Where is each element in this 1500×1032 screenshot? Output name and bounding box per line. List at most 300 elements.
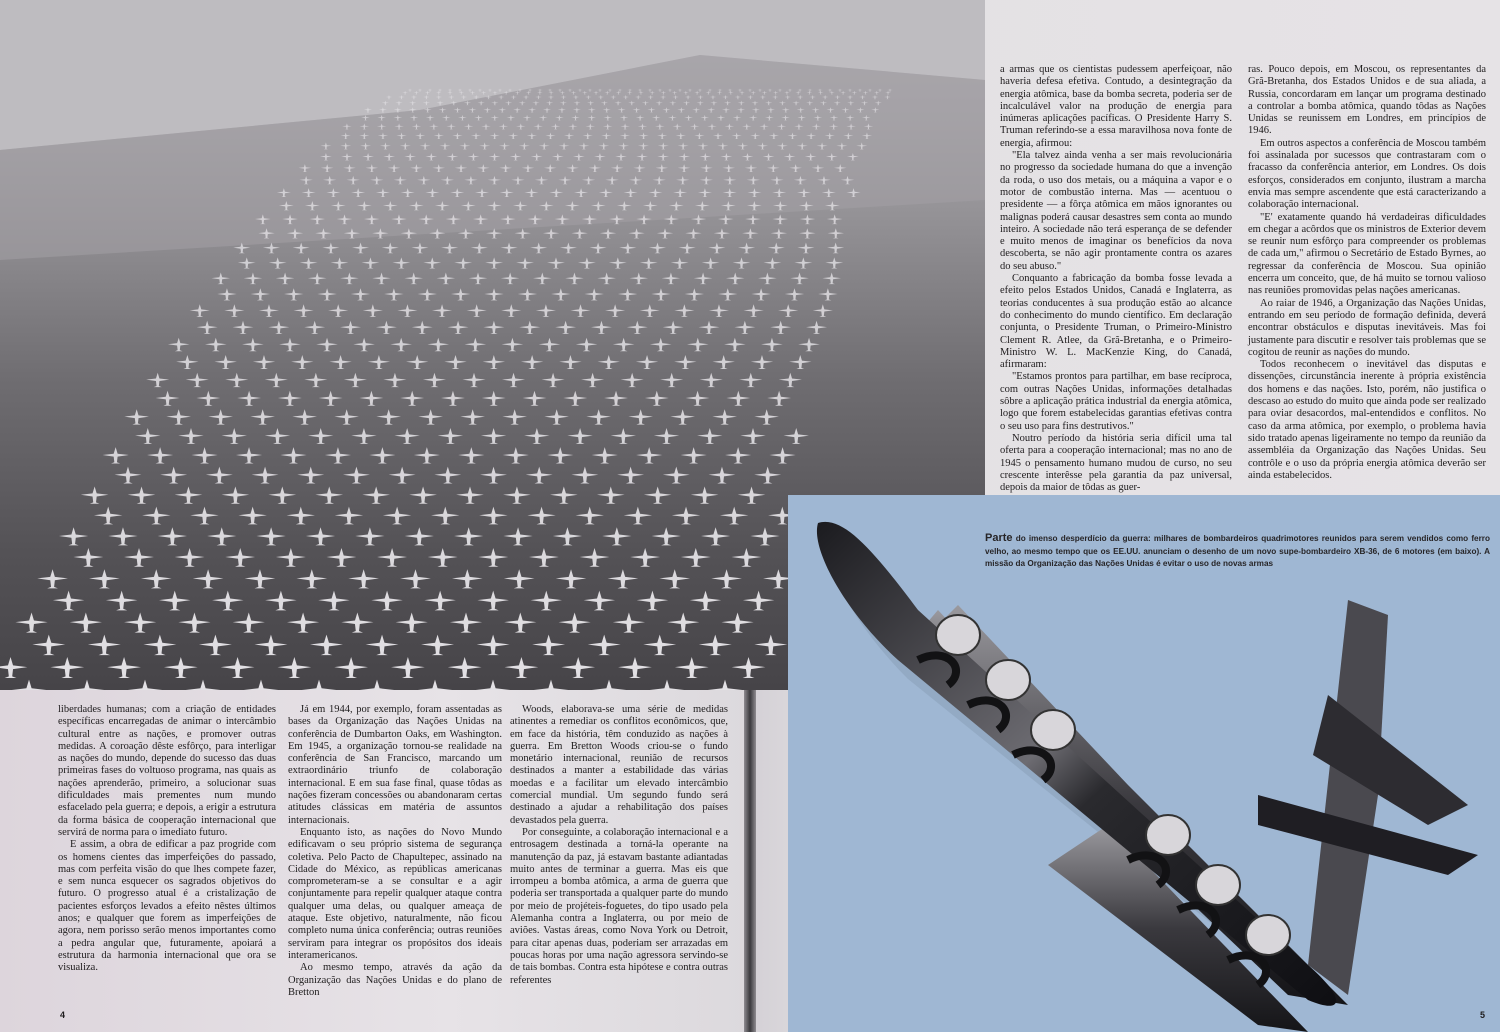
- parked-bomber-shape: [208, 409, 233, 424]
- parked-bomber-shape: [650, 680, 684, 690]
- parked-bomber-shape: [721, 612, 753, 632]
- parked-bomber-shape: [597, 273, 616, 285]
- parked-bomber-shape: [217, 288, 236, 300]
- parked-bomber-shape: [502, 338, 524, 352]
- parked-bomber-shape: [244, 273, 263, 285]
- parked-bomber-shape: [222, 486, 250, 503]
- parked-bomber-shape: [222, 428, 247, 444]
- parked-bomber-shape: [383, 507, 411, 525]
- parked-bomber-shape: [396, 612, 428, 632]
- parked-bomber-shape: [418, 409, 443, 424]
- parked-bomber-shape: [369, 447, 395, 463]
- parked-bomber-shape: [452, 569, 483, 588]
- parked-bomber-shape: [806, 321, 827, 334]
- parked-bomber-shape: [751, 355, 773, 369]
- parked-bomber-shape: [371, 591, 402, 611]
- parked-bomber-shape: [636, 355, 658, 369]
- parked-bomber-shape: [685, 228, 701, 238]
- parked-bomber-shape: [392, 257, 410, 268]
- parked-bomber-shape: [268, 321, 289, 334]
- parked-bomber-shape: [329, 355, 351, 369]
- parked-bomber-shape: [276, 273, 295, 285]
- parked-bomber-shape: [199, 635, 232, 656]
- parked-bomber-shape: [427, 338, 449, 352]
- parked-bomber-shape: [533, 273, 552, 285]
- parked-bomber-shape: [745, 214, 761, 224]
- parked-bomber-shape: [636, 447, 662, 463]
- parked-bomber-shape: [602, 527, 631, 545]
- parked-bomber-shape: [618, 657, 652, 678]
- parked-bomber-shape: [694, 273, 713, 285]
- parked-bomber-shape: [539, 338, 561, 352]
- parked-bomber-shape: [565, 273, 584, 285]
- parked-bomber-shape: [142, 507, 170, 525]
- parked-bomber-shape: [107, 657, 141, 678]
- parked-bomber-shape: [767, 391, 791, 406]
- parked-bomber-shape: [503, 447, 529, 463]
- parked-bomber-shape: [708, 243, 725, 254]
- parked-bomber-shape: [32, 635, 65, 656]
- parked-bomber-shape: [238, 507, 266, 525]
- parked-bomber-shape: [711, 569, 742, 588]
- parked-bomber-shape: [754, 467, 781, 484]
- parked-bomber-shape: [176, 355, 198, 369]
- parked-bomber-shape: [709, 304, 729, 317]
- parked-bomber-shape: [779, 373, 802, 387]
- parked-bomber-shape: [476, 680, 510, 690]
- parked-bomber-shape: [253, 355, 275, 369]
- parked-bomber-shape: [761, 338, 783, 352]
- caption-lead: Parte: [985, 532, 1013, 544]
- parked-bomber-shape: [405, 527, 434, 545]
- parked-bomber-shape: [644, 486, 672, 503]
- parked-bomber-shape: [317, 288, 336, 300]
- parked-bomber-shape: [37, 569, 68, 588]
- parked-bomber-shape: [265, 591, 296, 611]
- parked-bomber-shape: [785, 288, 804, 300]
- parked-bomber-shape: [308, 273, 327, 285]
- parked-bomber-shape: [659, 569, 690, 588]
- parked-bomber-shape: [444, 355, 466, 369]
- paragraph: liberdades humanas; com a criação de entidades específicas encarregadas de animar o intercâmbio cultural entre as nações, e promover outras medidas. A coroação dêste esfôrço, para interligar as nações do mundo, depende do sucesso das duas primeiras fases do voltuoso programa, nas quais as nações aprenderão, primeiro, a solucionar suas dificuldades mais prementes num mundo esfacelado pela guerra; e depois, a erigir a estrutura da forma básica de cooperação internacional que servirá de norma para o imediato futuro.: [58, 704, 276, 838]
- parked-bomber-shape: [287, 612, 319, 632]
- parked-bomber-shape: [212, 591, 243, 611]
- parked-bomber-shape: [175, 548, 205, 567]
- parked-bomber-shape: [404, 273, 423, 285]
- parked-bomber-shape: [376, 321, 397, 334]
- parked-bomber-shape: [794, 257, 812, 268]
- parked-bomber-shape: [73, 548, 103, 567]
- parked-bomber-shape: [608, 569, 639, 588]
- parked-bomber-shape: [382, 243, 399, 254]
- parked-bomber-shape: [827, 243, 844, 254]
- parked-bomber-shape: [742, 228, 758, 238]
- parked-bomber-shape: [225, 373, 248, 387]
- parked-bomber-shape: [544, 409, 569, 424]
- parked-bomber-shape: [94, 507, 122, 525]
- parked-bomber-shape: [265, 428, 290, 444]
- parked-bomber-shape: [686, 391, 710, 406]
- parked-bomber-shape: [827, 214, 843, 224]
- parked-bomber-shape: [366, 635, 399, 656]
- parked-bomber-shape: [671, 257, 689, 268]
- parked-bomber-shape: [193, 569, 224, 588]
- parked-bomber-shape: [559, 355, 581, 369]
- parked-bomber-shape: [586, 409, 611, 424]
- parked-bomber-shape: [617, 467, 644, 484]
- parked-bomber-shape: [207, 527, 236, 545]
- parked-bomber-shape: [581, 373, 604, 387]
- parked-bomber-shape: [124, 409, 149, 424]
- parked-bomber-shape: [660, 373, 683, 387]
- parked-bomber-shape: [59, 527, 88, 545]
- parked-bomber-shape: [319, 391, 343, 406]
- parked-bomber-shape: [515, 228, 531, 238]
- caption-text: do imenso desperdício da guerra: milhares de bombardeiros quadrimotores reunidos para serem vendidos como ferro velho, ao mesmo tempo que os EE.UU. anunciam o desenho de um novo supe-bombardeiro XB-36, de 6 motores (em baixo). A missão da Organização das Nações Unidas é evitar o uso de novas armas: [985, 534, 1490, 568]
- parked-bomber-shape: [640, 304, 660, 317]
- parked-bomber-shape: [674, 355, 696, 369]
- parked-bomber-shape: [547, 257, 565, 268]
- parked-bomber-shape: [740, 428, 765, 444]
- parked-bomber-shape: [818, 288, 837, 300]
- parked-bomber-shape: [482, 391, 506, 406]
- parked-bomber-shape: [441, 243, 458, 254]
- parked-bomber-shape: [702, 257, 720, 268]
- parked-bomber-shape: [135, 428, 160, 444]
- parked-bomber-shape: [479, 507, 507, 525]
- parked-bomber-shape: [278, 391, 302, 406]
- parked-bomber-shape: [768, 243, 785, 254]
- parked-bomber-shape: [265, 373, 288, 387]
- parked-bomber-shape: [124, 548, 154, 567]
- parked-bomber-shape: [502, 409, 527, 424]
- parked-bomber-shape: [245, 569, 276, 588]
- parked-bomber-shape: [627, 321, 648, 334]
- parked-bomber-shape: [738, 243, 755, 254]
- parked-bomber-shape: [263, 243, 280, 254]
- parked-bomber-shape: [400, 391, 424, 406]
- xb36-illustration: [788, 495, 1500, 1032]
- parked-bomber-shape: [559, 612, 591, 632]
- parked-bomber-shape: [0, 657, 27, 678]
- parked-bomber-shape: [629, 273, 648, 285]
- paragraph: E assim, a obra de edificar a paz progride com os homens cientes das imperfeições do passado, mas com perfeita visão do que lhes compete fazer, e sem nunca esquecer os sagrados objetivos do futuro. O progresso atual é a cristalização de pacientes esforços levados a efeito nêstes últimos anos; e qualquer que forem as imperfeições de agora, nem porisso serão menos importantes como a pedra angular que, futuramente, apoiará a estrutura da harmonia internacional que ora se visualiza.: [58, 839, 276, 974]
- parked-bomber-shape: [754, 635, 787, 656]
- parked-bomber-shape: [530, 243, 547, 254]
- parked-bomber-shape: [637, 591, 668, 611]
- parked-bomber-shape: [628, 228, 644, 238]
- parked-bomber-shape: [813, 304, 833, 317]
- parked-bomber-shape: [733, 257, 751, 268]
- parked-bomber-shape: [186, 680, 220, 690]
- parked-bomber-shape: [191, 447, 217, 463]
- parked-bomber-shape: [291, 355, 313, 369]
- parked-bomber-shape: [462, 373, 485, 387]
- parked-bomber-shape: [334, 409, 359, 424]
- parked-bomber-shape: [70, 612, 102, 632]
- parked-bomber-shape: [254, 635, 287, 656]
- parked-bomber-shape: [681, 548, 711, 567]
- parked-bomber-shape: [450, 612, 482, 632]
- parked-bomber-shape: [712, 409, 737, 424]
- parked-bomber-shape: [178, 428, 203, 444]
- parked-bomber-shape: [362, 257, 380, 268]
- parked-bomber-shape: [397, 304, 417, 317]
- parked-bomber-shape: [519, 321, 540, 334]
- parked-bomber-shape: [344, 373, 367, 387]
- parked-bomber-shape: [293, 243, 310, 254]
- parked-bomber-shape: [238, 257, 256, 268]
- parked-bomber-shape: [570, 304, 590, 317]
- parked-bomber-shape: [771, 228, 787, 238]
- parked-bomber-shape: [550, 486, 578, 503]
- parked-bomber-shape: [529, 548, 559, 567]
- parked-bomber-shape: [287, 507, 315, 525]
- parked-bomber-shape: [221, 657, 255, 678]
- parked-bomber-shape: [190, 507, 218, 525]
- parked-bomber-shape: [505, 657, 539, 678]
- parked-bomber-shape: [268, 486, 296, 503]
- parked-bomber-shape: [103, 447, 129, 463]
- parked-bomber-shape: [389, 467, 416, 484]
- parked-bomber-shape: [340, 273, 359, 285]
- parked-bomber-shape: [828, 228, 844, 238]
- parked-bomber-shape: [128, 680, 162, 690]
- parked-bomber-shape: [372, 273, 391, 285]
- parked-bomber-shape: [630, 548, 660, 567]
- parked-bomber-shape: [304, 373, 327, 387]
- parked-bomber-shape: [294, 304, 314, 317]
- parked-bomber-shape: [483, 321, 504, 334]
- parked-bomber-shape: [501, 273, 520, 285]
- paragraph: Todos reconhecem o inevitável das disputas e dissenções, circunstância inerente à própria existência dos homens e das nações. Isto, porém, não justifica o descaso ao estudo do muito que ainda pode ser realizado para oviar desacordos, mal-entendidos e conflitos. No caso da arma atômica, por exemplo, o problema havia sido tratado apenas ligeiramente no tempo da reunião da assembléia da Organização das Nações Unidas. Seu contrôle e o uso da própria energia atômica deverão ser ainda estabelecidos.: [1248, 359, 1486, 481]
- parked-bomber-shape: [315, 486, 343, 503]
- parked-bomber-shape: [770, 321, 791, 334]
- parked-bomber-shape: [325, 447, 351, 463]
- paragraph: Ao raiar de 1946, a Organização das Nações Unidas, entrando em seu período de formação definida, deverá encontrar obstáculos e disputas inevitáveis. Mas foi justamente para discutir e resolver tais problemas que se cogitou de reunir as nações do mundo.: [1248, 297, 1486, 358]
- parked-bomber-shape: [588, 635, 621, 656]
- parked-bomber-shape: [687, 338, 709, 352]
- paragraph: Em outros aspectos a conferência de Moscou também foi assinalada por sucessos que contrastaram com o fracasso da conferência anterior, em Londres. Os dois esforços, considerados em conjunto, ilustram a marcha envia mas sempre ascendente que está caracterizando a colaboração internacional.: [1248, 137, 1486, 211]
- parked-bomber-shape: [576, 507, 604, 525]
- parked-bomber-shape: [362, 486, 390, 503]
- parked-bomber-shape: [377, 548, 407, 567]
- parked-bomber-shape: [797, 243, 814, 254]
- parked-bomber-shape: [714, 228, 730, 238]
- left-text-column-2: [288, 704, 502, 999]
- parked-bomber-shape: [458, 447, 484, 463]
- parked-bomber-shape: [341, 612, 373, 632]
- parked-bomber-shape: [778, 304, 798, 317]
- parked-bomber-shape: [168, 338, 190, 352]
- parked-bomber-shape: [532, 635, 565, 656]
- parked-bomber-shape: [423, 257, 441, 268]
- parked-bomber-shape: [480, 467, 507, 484]
- parked-bomber-shape: [418, 288, 437, 300]
- parked-bomber-shape: [196, 391, 220, 406]
- paragraph: "Estamos prontos para partilhar, em base recíproca, com outras Nações Unidas, informações detalhadas sôbre a aplicação prática industrial da energia atômica, logo que forem estabelecidas garantias efetivas contra o seu uso para fins destrutivos.": [1000, 371, 1232, 432]
- parked-bomber-shape: [477, 591, 508, 611]
- parked-bomber-shape: [500, 243, 517, 254]
- parked-bomber-shape: [257, 527, 286, 545]
- parked-bomber-shape: [501, 304, 521, 317]
- parked-bomber-shape: [424, 591, 455, 611]
- parked-bomber-shape: [523, 391, 547, 406]
- parked-bomber-shape: [477, 635, 510, 656]
- parked-bomber-shape: [657, 228, 673, 238]
- parked-bomber-shape: [675, 657, 709, 678]
- parked-bomber-shape: [251, 288, 270, 300]
- parked-bomber-shape: [624, 507, 652, 525]
- parked-bomber-shape: [670, 409, 695, 424]
- parked-bomber-shape: [580, 548, 610, 567]
- parked-bomber-shape: [412, 321, 433, 334]
- parked-bomber-shape: [551, 288, 570, 300]
- parked-bomber-shape: [584, 591, 615, 611]
- parked-bomber-shape: [158, 527, 187, 545]
- parked-bomber-shape: [70, 680, 104, 690]
- parked-bomber-shape: [750, 527, 779, 545]
- right-text-column-1: [1000, 64, 1232, 494]
- parked-bomber-shape: [640, 257, 658, 268]
- parked-bomber-shape: [327, 548, 357, 567]
- parked-bomber-shape: [758, 273, 777, 285]
- parked-bomber-shape: [106, 591, 137, 611]
- parked-bomber-shape: [279, 338, 301, 352]
- parked-bomber-shape: [360, 680, 394, 690]
- parked-bomber-shape: [304, 321, 325, 334]
- parked-bomber-shape: [584, 288, 603, 300]
- parked-bomber-shape: [280, 447, 306, 463]
- parked-bomber-shape: [726, 391, 750, 406]
- parked-bomber-shape: [351, 428, 376, 444]
- parked-bomber-shape: [527, 507, 555, 525]
- parked-bomber-shape: [237, 391, 261, 406]
- parked-bomber-shape: [563, 391, 587, 406]
- parked-bomber-shape: [465, 338, 487, 352]
- parked-bomber-shape: [322, 243, 339, 254]
- parked-bomber-shape: [310, 635, 343, 656]
- parked-bomber-shape: [481, 428, 506, 444]
- parked-bomber-shape: [764, 257, 782, 268]
- parked-bomber-shape: [720, 507, 748, 525]
- parked-bomber-shape: [376, 409, 401, 424]
- parked-bomber-shape: [652, 527, 681, 545]
- parked-bomber-shape: [738, 486, 766, 503]
- parked-bomber-shape: [600, 228, 616, 238]
- photo-caption: [985, 532, 1490, 571]
- parked-bomber-shape: [571, 467, 598, 484]
- parked-bomber-shape: [691, 486, 719, 503]
- paragraph: Ao mesmo tempo, através da ação da Organização das Nações Unidas e do plano de Bretton: [288, 962, 502, 998]
- parked-bomber-shape: [269, 257, 287, 268]
- parked-bomber-shape: [328, 304, 348, 317]
- parked-bomber-shape: [414, 447, 440, 463]
- parked-bomber-shape: [643, 635, 676, 656]
- parked-bomber-shape: [654, 428, 679, 444]
- parked-bomber-shape: [211, 273, 230, 285]
- parked-bomber-shape: [175, 486, 203, 503]
- parked-bomber-shape: [214, 355, 236, 369]
- paragraph: Conquanto a fabricação da bomba fosse levada a efeito pelos Estados Unidos, Canadá e Inglaterra, as teorias conducentes à sua produção estão ao alcance do conhecimento do mundo científico. Em declaração conjunta, o Presidente Truman, o Primeiro-Ministro Clement R. Atlee, da Grã-Bretanha, e o Primeiro-Ministro W. L. MacKenzie King, do Canadá, afirmaram:: [1000, 273, 1232, 371]
- parked-bomber-shape: [343, 467, 370, 484]
- parked-bomber-shape: [432, 304, 452, 317]
- parked-bomber-shape: [799, 228, 815, 238]
- parked-bomber-shape: [628, 409, 653, 424]
- parked-bomber-shape: [651, 288, 670, 300]
- parked-bomber-shape: [547, 447, 573, 463]
- parked-bomber-shape: [448, 321, 469, 334]
- parked-bomber-shape: [359, 391, 383, 406]
- parked-bomber-shape: [708, 680, 742, 690]
- parked-bomber-shape: [712, 355, 734, 369]
- parked-bomber-shape: [754, 409, 779, 424]
- parked-bomber-shape: [225, 548, 255, 567]
- parked-bomber-shape: [751, 288, 770, 300]
- parked-bomber-shape: [605, 304, 625, 317]
- parked-bomber-shape: [645, 391, 669, 406]
- parked-bomber-shape: [384, 288, 403, 300]
- parked-bomber-shape: [709, 467, 736, 484]
- parked-bomber-shape: [697, 428, 722, 444]
- parked-bomber-shape: [431, 507, 459, 525]
- parked-bomber-shape: [164, 657, 198, 678]
- paragraph: a armas que os cientistas pudessem aperfeiçoar, não haveria defesa efetiva. Contudo, a desintegração da energia atômica, base da bomba secreta, poderia ser de incalculável valor na produção de energia para inúmeras aplicações pacíficas. O Presidente Harry S. Truman referindo-se a essa maravilhosa nova fonte de energia, afirmou:: [1000, 64, 1232, 149]
- parked-bomber-shape: [604, 391, 628, 406]
- parked-bomber-shape: [578, 257, 596, 268]
- page-number-left: 4: [60, 1010, 66, 1020]
- parked-bomber-shape: [454, 257, 472, 268]
- parked-bomber-shape: [108, 527, 137, 545]
- parked-bomber-shape: [250, 409, 275, 424]
- parked-bomber-shape: [124, 612, 156, 632]
- parked-bomber-shape: [556, 569, 587, 588]
- parked-bomber-shape: [331, 257, 349, 268]
- parked-bomber-shape: [88, 635, 121, 656]
- parked-bomber-shape: [576, 338, 598, 352]
- parked-bomber-shape: [224, 304, 244, 317]
- parked-bomber-shape: [478, 548, 508, 567]
- parked-bomber-shape: [418, 680, 452, 690]
- parked-bomber-shape: [681, 447, 707, 463]
- parked-bomber-shape: [128, 486, 156, 503]
- paragraph: "Ela talvez ainda venha a ser mais revolucionária no progresso da sociedade humana do que a invenção da roda, o uso dos metais, ou a máquina a vapor e o motor de combustão interna. Mas — acentuou o presidente — a fôrça atômica em mãos ignorantes ou malignas poderá causar desastres sem conta ao mundo inteiro. A sociedade não terá esperança de se defender e muito menos de imaginar os benefícios da nova descoberta, se não agir prontamente contra os azares do seu abuso.": [1000, 150, 1232, 272]
- parked-bomber-shape: [484, 288, 503, 300]
- parked-bomber-shape: [296, 569, 327, 588]
- parked-bomber-shape: [726, 273, 745, 285]
- parked-bomber-shape: [597, 486, 625, 503]
- parked-bomber-shape: [534, 680, 568, 690]
- parked-bomber-shape: [667, 612, 699, 632]
- parked-bomber-shape: [308, 428, 333, 444]
- left-text-column-3: [510, 704, 728, 987]
- parked-bomber-shape: [454, 527, 483, 545]
- parked-bomber-shape: [516, 257, 534, 268]
- parked-bomber-shape: [789, 355, 811, 369]
- left-text-column-1: [58, 704, 276, 975]
- parked-bomber-shape: [284, 288, 303, 300]
- parked-bomber-shape: [368, 355, 390, 369]
- parked-bomber-shape: [390, 338, 412, 352]
- parked-bomber-shape: [160, 467, 187, 484]
- parked-bomber-shape: [621, 373, 644, 387]
- parked-bomber-shape: [504, 569, 535, 588]
- parked-bomber-shape: [542, 373, 565, 387]
- parked-bomber-shape: [543, 228, 559, 238]
- parked-bomber-shape: [428, 548, 458, 567]
- parked-bomber-shape: [592, 680, 626, 690]
- parked-bomber-shape: [598, 355, 620, 369]
